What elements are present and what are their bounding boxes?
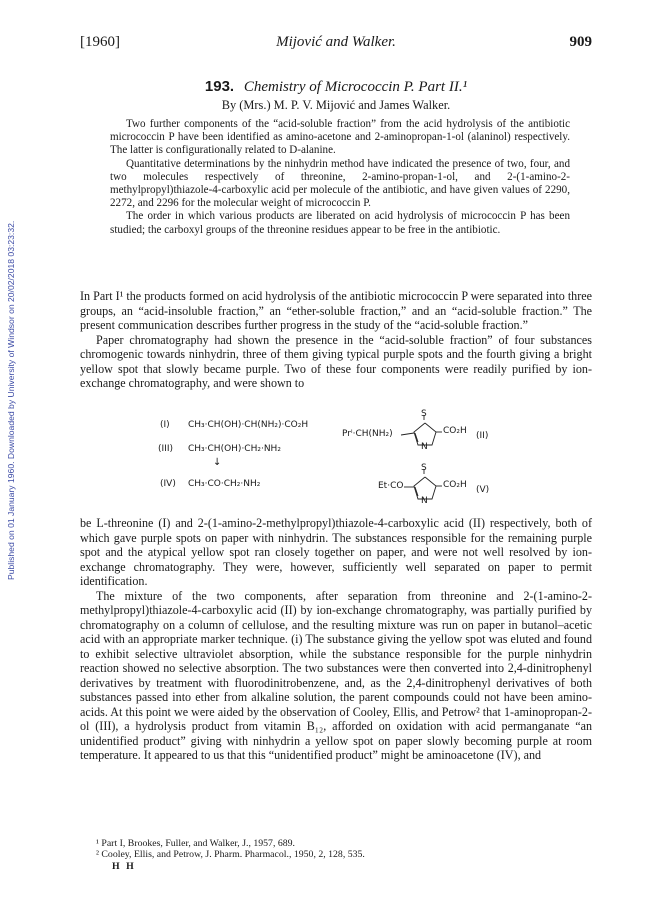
header-year: [1960]	[80, 34, 120, 50]
abstract-paragraph: Two further components of the “acid-soluble fraction” from the acid hydrolysis of the antibiotic micrococcin P have been identified as amino-acetone and 2-aminopropan-1-ol (alaninol) respectively. The latter is configurationally related to D-alanine.	[110, 118, 570, 157]
footnote-1: ¹ Part I, Brookes, Fuller, and Walker, J., 1957, 689.	[96, 838, 295, 849]
article-title-text: Chemistry of Micrococcin P. Part II.¹	[243, 79, 468, 95]
sulfur-atom-II: S	[421, 409, 427, 419]
body-text-intro	[80, 289, 592, 391]
structural-formulae	[80, 409, 592, 506]
formula-acid-II: CO₂H	[443, 426, 467, 436]
body-paragraph: The mixture of the two components, after separation from threonine and 2-(1-amino-2-methylpropyl)thiazole-4-carboxylic acid (II) by ion-exchange chromatography, was partially purified by chromatography on a column of cellulose, and the resulting mixture was run on paper in butanol–acetic acid with an appropriate marker technique. (i) The substance giving the yellow spot was eluted and found to exhibit selective ultraviolet absorption, while the substance responsible for the purple ninhydrin reaction showed no selective absorption. The two substances were then converted into 2,4-dinitrophenyl derivatives by treatment with fluorodinitrobenzene, and, as the 2,4-dinitrophenyl derivatives of both substances passed into ether from alkaline solution, the parent compounds could not have been amino-acids. At this point we were aided by the observation of Cooley, Ellis, and Petrow² that 1-aminopropan-2-ol (III), a hydrolysis product from vitamin B₁₂, afforded on oxidation with acid permanganate “an unidentified product” giving with ninhydrin a yellow spot on paper slowly becoming purple at room temperature. It appeared to us that this “unidentified product” might be aminoacetone (IV), and	[80, 588, 592, 762]
nitrogen-atom-V: N	[421, 496, 428, 506]
footnote-2: ² Cooley, Ellis, and Petrow, J. Pharm. Pharmacol., 1950, 2, 128, 535.	[96, 849, 365, 861]
formula-threonine: CH₃·CH(OH)·CH(NH₂)·CO₂H	[188, 420, 309, 430]
formula-acid-V: CO₂H	[443, 480, 467, 490]
abstract	[110, 118, 570, 237]
footnotes	[96, 838, 592, 861]
formula-aminopropanol: CH₃·CH(OH)·CH₂·NH₂	[188, 444, 281, 454]
formula-substituent-V: Et·CO	[378, 481, 404, 491]
sulfur-atom-V: S	[421, 463, 427, 473]
nitrogen-atom-II: N	[421, 442, 428, 452]
body-paragraph: be L-threonine (I) and 2-(1-amino-2-methylpropyl)thiazole-4-carboxylic acid (II) respectively, both of which gave purple spots on paper with ninhydrin. The substances responsible for the remaining purple spot and the atypical yellow spot ran closely together on paper, and were not well resolved by ion-exchange chromatography. They were, however, sufficiently well separated on paper to permit identification.	[80, 516, 592, 588]
formula-label-III: (III)	[158, 444, 173, 454]
thiazole-rings	[80, 413, 592, 505]
running-header	[80, 34, 592, 54]
header-page-number: 909	[569, 34, 592, 50]
signature-mark: H H	[112, 861, 136, 872]
formula-substituent-II: Prⁱ·CH(NH₂)	[342, 429, 393, 439]
formula-label-V: (V)	[476, 485, 490, 495]
body-paragraph: In Part I¹ the products formed on acid hydrolysis of the antibiotic micrococcin P were separated into three groups, an “acid-insoluble fraction,” an “ether-soluble fraction,” and an “acid-soluble fraction.” The present communication describes further progress in the study of the “acid-soluble fraction.”	[80, 289, 592, 332]
formula-label-I: (I)	[160, 420, 170, 430]
article-title	[80, 78, 592, 96]
body-paragraph: Paper chromatography had shown the presence in the “acid-soluble fraction” of four substances chromogenic towards ninhydrin, three of them giving typical purple spots and the fourth giving a bright yellow spot that slowly became purple. Two of these four components were readily purified by ion-exchange chromatography, and were shown to	[80, 332, 592, 390]
header-running-title: Mijović and Walker.	[276, 34, 396, 50]
formula-aminoacetone: CH₃·CO·CH₂·NH₂	[188, 479, 261, 489]
article-number: 193.	[204, 78, 235, 95]
abstract-paragraph: The order in which various products are liberated on acid hydrolysis of micrococcin P has been studied; the carboxyl groups of the threonine residues appear to be free in the antibiotic.	[110, 210, 570, 236]
download-watermark	[6, 150, 20, 580]
download-watermark-text: Published on 01 January 1960. Downloaded by University of Windsor on 20/02/2018 03:23:32.	[6, 220, 16, 580]
body-text-main	[80, 516, 592, 763]
abstract-paragraph: Quantitative determinations by the ninhydrin method have indicated the presence of two, four, and two molecules respectively of threonine, 2-amino-propan-1-ol, and 2-(1-amino-2-methylpropyl)thiazole-4-carboxylic acid per molecule of the antibiotic, and have given values of 2290, 2272, and 2296 for the molecular weight of micrococcin P.	[110, 157, 570, 210]
reaction-arrow: ↓	[213, 457, 222, 468]
formula-label-II: (II)	[476, 431, 489, 441]
article-authors: By (Mrs.) M. P. V. Mijović and James Walker.	[221, 98, 451, 112]
formula-label-IV: (IV)	[160, 479, 176, 489]
